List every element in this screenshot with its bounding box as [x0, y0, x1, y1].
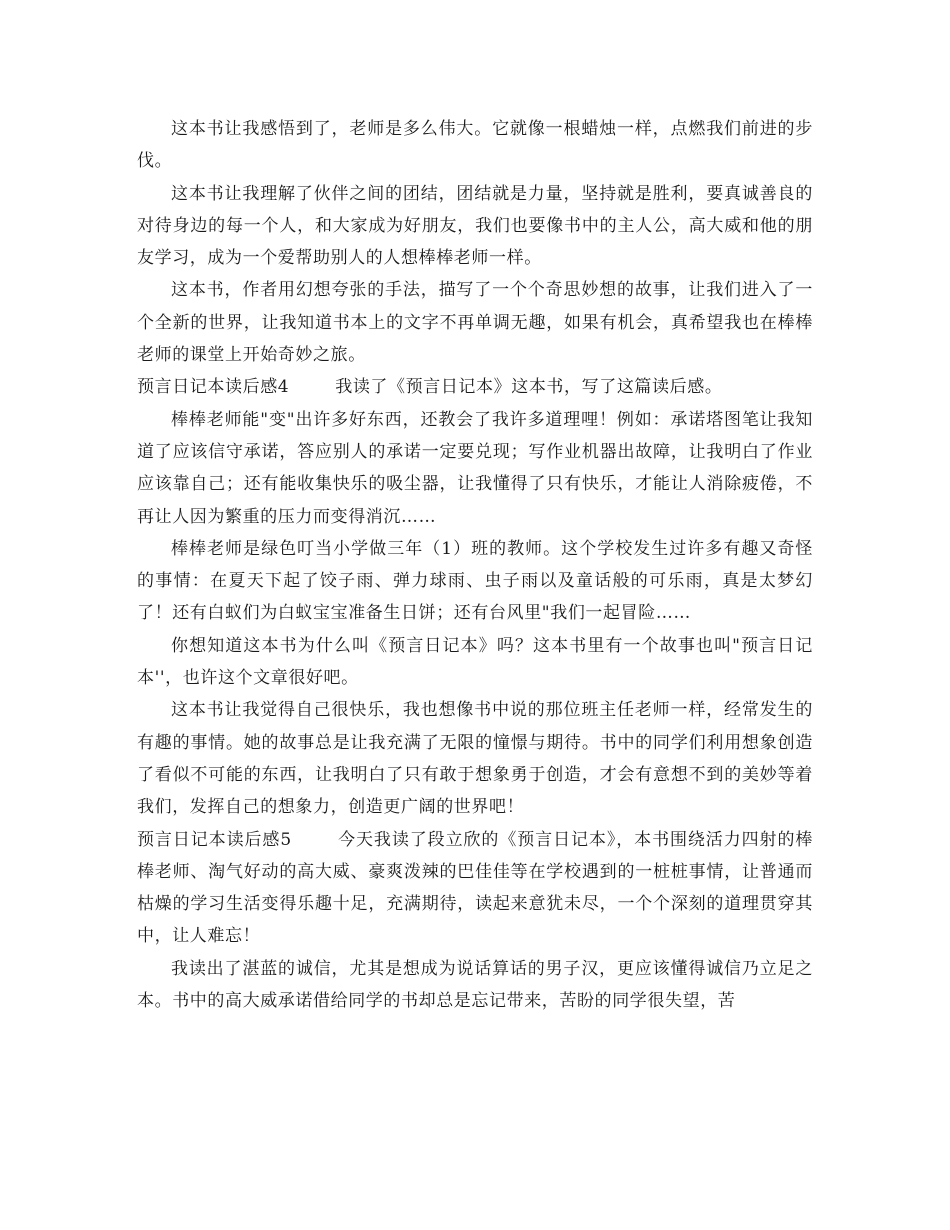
paragraph: 这本书让我理解了伙伴之间的团结，团结就是力量，坚持就是胜利，要真诚善良的对待身边的每一个人，和大家成为好朋友，我们也要像书中的主人公，高大威和他的朋友学习，成为一个爱帮助别人的人想棒棒老师一样。 [137, 183, 813, 269]
paragraph: 棒棒老师是绿色叮当小学做三年（1）班的教师。这个学校发生过许多有趣又奇怪的事情：在夏天下起了饺子雨、弹力球雨、虫子雨以及童话般的可乐雨，真是太梦幻了！还有白蚁们为白蚁宝宝准备生日饼；还有台风里"我们一起冒险…… [137, 538, 813, 624]
paragraph: 你想知道这本书为什么叫《预言日记本》吗？这本书里有一个故事也叫"预言日记本''，也许这个文章很好吧。 [137, 635, 813, 689]
section-title: 预言日记本读后感4 [137, 377, 290, 398]
document-page [137, 113, 813, 1017]
paragraph: 棒棒老师能"变"出许多好东西，还教会了我许多道理哩！例如：承诺塔图笔让我知道了应该信守承诺，答应别人的承诺一定要兑现；写作业机器出故障，让我明白了作业应该靠自己；还有能收集快乐的吸尘器，让我懂得了只有快乐，才能让人消除疲倦，不再让人因为繁重的压力而变得消沉…… [137, 409, 813, 527]
paragraph: 这本书让我觉得自己很快乐，我也想像书中说的那位班主任老师一样，经常发生的有趣的事情。她的故事总是让我充满了无限的憧憬与期待。书中的同学们利用想象创造了看似不可能的东西，让我明白了只有敢于想象勇于创造，才会有意想不到的美妙等着我们，发挥自己的想象力，创造更广阔的世界吧！ [137, 700, 813, 818]
section-title: 预言日记本读后感5 [137, 829, 292, 850]
paragraph-text: 我读了《预言日记本》这本书，写了这篇读后感。 [335, 377, 723, 398]
paragraph: 这本书让我感悟到了，老师是多么伟大。它就像一根蜡烛一样，点燃我们前进的步伐。 [137, 119, 813, 172]
section-heading-paragraph [137, 824, 813, 953]
paragraph: 我读出了湛蓝的诚信，尤其是想成为说话算话的男子汉，更应该懂得诚信乃立足之本。书中的高大威承诺借给同学的书却总是忘记带来，苦盼的同学很失望，苦 [137, 958, 813, 1012]
paragraph-text: 今天我读了段立欣的《预言日记本》，本书围绕活力四射的棒棒老师、淘气好动的高大威、豪爽泼辣的巴佳佳等在学校遇到的一桩桩事情，让普通而枯燥的学习生活变得乐趣十足，充满期待，读起来意犹未尽，一个个深刻的道理贯穿其中，让人难忘！ [137, 829, 813, 947]
paragraph: 这本书，作者用幻想夸张的手法，描写了一个个奇思妙想的故事，让我们进入了一个全新的世界，让我知道书本上的文字不再单调无趣，如果有机会，真希望我也在棒棒老师的课堂上开始奇妙之旅。 [137, 280, 813, 366]
section-heading-paragraph [137, 371, 813, 403]
